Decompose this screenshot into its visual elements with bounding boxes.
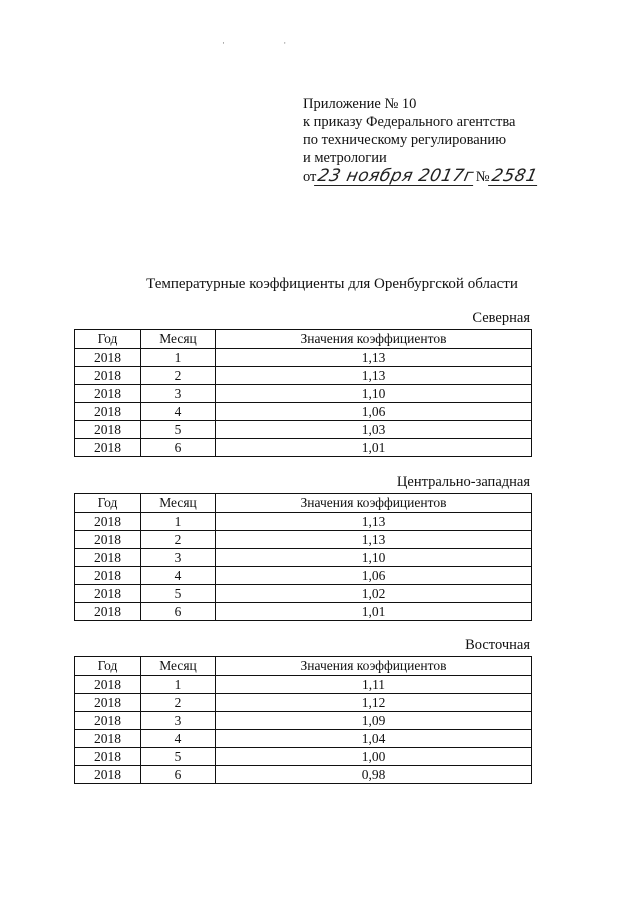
cell-year: 2018 <box>75 694 141 712</box>
cell-month: 3 <box>141 385 216 403</box>
cell-year: 2018 <box>75 712 141 730</box>
table-header-row <box>75 657 532 676</box>
handwritten-date: 23 ноября 2017г <box>316 166 477 186</box>
header-line: и метрологии <box>303 150 387 166</box>
cell-month: 2 <box>141 694 216 712</box>
table-row <box>75 603 532 621</box>
cell-month: 1 <box>141 513 216 531</box>
cell-month: 3 <box>141 549 216 567</box>
cell-year: 2018 <box>75 439 141 457</box>
table-row <box>75 421 532 439</box>
cell-month: 5 <box>141 585 216 603</box>
cell-month: 4 <box>141 403 216 421</box>
cell-month: 5 <box>141 421 216 439</box>
cell-value: 1,03 <box>216 421 532 439</box>
header-line: к приказу Федерального агентства <box>303 114 516 130</box>
region-name: Северная <box>472 310 530 326</box>
table-row <box>75 676 532 694</box>
cell-year: 2018 <box>75 421 141 439</box>
cell-value: 1,11 <box>216 676 532 694</box>
cell-year: 2018 <box>75 349 141 367</box>
column-header: Месяц <box>141 657 216 676</box>
cell-value: 0,98 <box>216 766 532 784</box>
scan-specks: · · <box>222 38 315 48</box>
cell-value: 1,10 <box>216 385 532 403</box>
region-name: Восточная <box>465 637 530 653</box>
coefficients-table <box>74 329 532 457</box>
header-line: по техническому регулированию <box>303 132 507 148</box>
cell-value: 1,01 <box>216 439 532 457</box>
cell-value: 1,02 <box>216 585 532 603</box>
cell-month: 4 <box>141 730 216 748</box>
cell-value: 1,13 <box>216 367 532 385</box>
cell-year: 2018 <box>75 367 141 385</box>
cell-year: 2018 <box>75 766 141 784</box>
cell-month: 6 <box>141 766 216 784</box>
table-row <box>75 567 532 585</box>
column-header: Месяц <box>141 330 216 349</box>
table-row <box>75 513 532 531</box>
table-row <box>75 730 532 748</box>
cell-month: 6 <box>141 439 216 457</box>
cell-value: 1,10 <box>216 549 532 567</box>
coefficients-table <box>74 493 532 621</box>
cell-year: 2018 <box>75 676 141 694</box>
cell-year: 2018 <box>75 603 141 621</box>
cell-value: 1,09 <box>216 712 532 730</box>
cell-value: 1,04 <box>216 730 532 748</box>
header-line: Приложение № 10 <box>303 96 417 112</box>
handwritten-number: 2581 <box>489 166 540 186</box>
cell-month: 2 <box>141 531 216 549</box>
cell-year: 2018 <box>75 531 141 549</box>
document-title: Температурные коэффициенты для Оренбургской области <box>146 276 518 292</box>
cell-month: 1 <box>141 676 216 694</box>
cell-value: 1,06 <box>216 567 532 585</box>
cell-value: 1,00 <box>216 748 532 766</box>
table-row <box>75 439 532 457</box>
cell-month: 3 <box>141 712 216 730</box>
from-prefix: от <box>303 169 317 185</box>
cell-year: 2018 <box>75 513 141 531</box>
table-row <box>75 531 532 549</box>
column-header: Значения коэффициентов <box>216 330 532 349</box>
table-row <box>75 694 532 712</box>
table-header-row <box>75 494 532 513</box>
column-header: Месяц <box>141 494 216 513</box>
column-header: Значения коэффициентов <box>216 657 532 676</box>
cell-year: 2018 <box>75 403 141 421</box>
table-row <box>75 748 532 766</box>
table-row <box>75 766 532 784</box>
table-row <box>75 403 532 421</box>
cell-year: 2018 <box>75 549 141 567</box>
cell-year: 2018 <box>75 730 141 748</box>
column-header: Год <box>75 330 141 349</box>
order-date-number-line <box>303 167 563 186</box>
table-row <box>75 585 532 603</box>
column-header: Значения коэффициентов <box>216 494 532 513</box>
region-name: Центрально-западная <box>396 474 530 490</box>
cell-value: 1,01 <box>216 603 532 621</box>
coefficients-table <box>74 656 532 784</box>
cell-month: 5 <box>141 748 216 766</box>
cell-value: 1,13 <box>216 349 532 367</box>
table-row <box>75 712 532 730</box>
cell-month: 4 <box>141 567 216 585</box>
table-header-row <box>75 330 532 349</box>
cell-value: 1,13 <box>216 513 532 531</box>
cell-value: 1,06 <box>216 403 532 421</box>
table-row <box>75 349 532 367</box>
column-header: Год <box>75 657 141 676</box>
cell-month: 6 <box>141 603 216 621</box>
table-row <box>75 367 532 385</box>
cell-value: 1,13 <box>216 531 532 549</box>
table-row <box>75 385 532 403</box>
cell-month: 2 <box>141 367 216 385</box>
appendix-header <box>303 95 563 186</box>
cell-year: 2018 <box>75 567 141 585</box>
table-row <box>75 549 532 567</box>
column-header: Год <box>75 494 141 513</box>
number-prefix: № <box>475 169 490 185</box>
cell-year: 2018 <box>75 748 141 766</box>
cell-year: 2018 <box>75 585 141 603</box>
cell-year: 2018 <box>75 385 141 403</box>
cell-month: 1 <box>141 349 216 367</box>
cell-value: 1,12 <box>216 694 532 712</box>
